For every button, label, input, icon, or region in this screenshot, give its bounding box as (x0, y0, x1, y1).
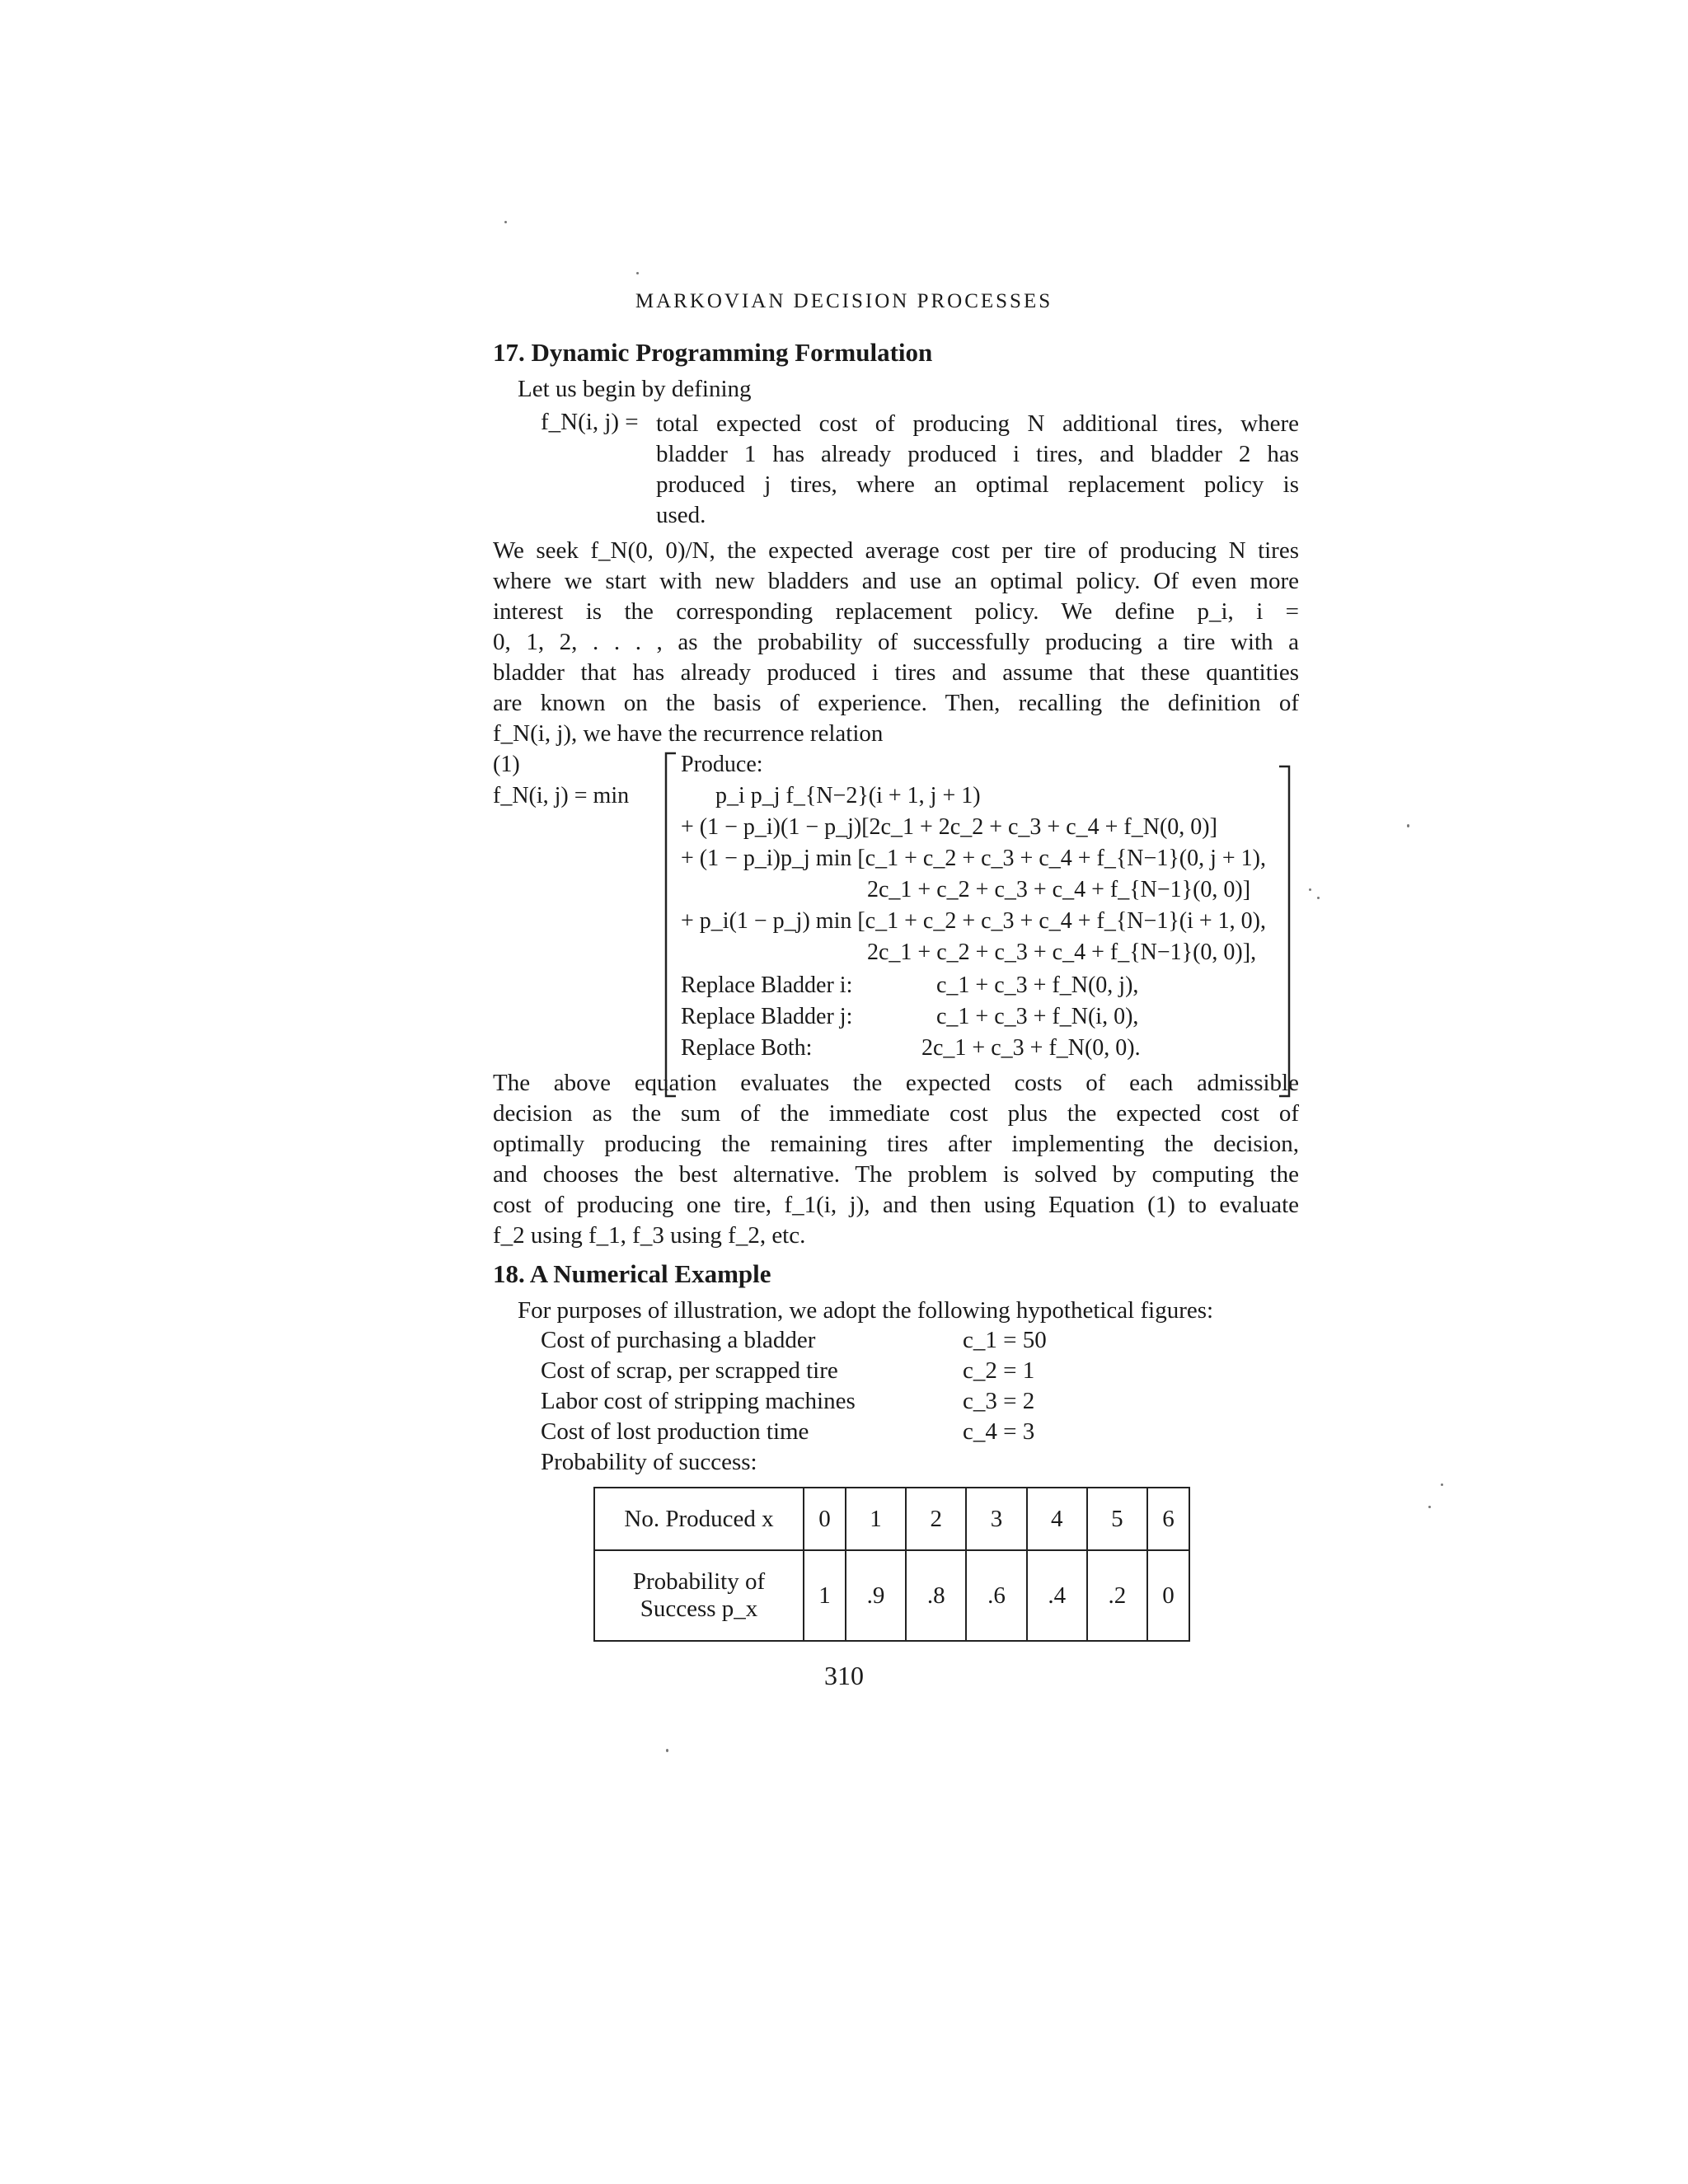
definition-line: total expected cost of producing N additional tires, where (656, 410, 1299, 437)
scan-speck (1407, 824, 1409, 827)
table-cell: 1 (846, 1488, 906, 1550)
scan-speck (666, 1749, 668, 1752)
scan-speck (1309, 888, 1311, 891)
definition-line: produced j tires, where an optimal replacement policy is (656, 471, 1299, 498)
table-cell: 1 (804, 1550, 846, 1641)
definition-text (656, 409, 1299, 531)
paragraph-line: interest is the corresponding replacement policy. We define p_i, i = (493, 598, 1299, 625)
paragraph-line: We seek f_N(0, 0)/N, the expected average cost per tire of producing N tires (493, 537, 1299, 564)
paragraph-line: bladder that has already produced i tires and assume that these quantities (493, 659, 1299, 686)
paragraph-line: f_2 using f_1, f_3 using f_2, etc. (493, 1222, 806, 1249)
cost-value: c_4 = 3 (963, 1418, 1035, 1445)
table-cell: .4 (1027, 1550, 1087, 1641)
paragraph-1 (493, 536, 1299, 749)
row-header (594, 1550, 804, 1641)
table-cell: 6 (1147, 1488, 1189, 1550)
row-header: No. Produced x (594, 1488, 804, 1550)
table-cell: .9 (846, 1550, 906, 1641)
table-row (594, 1488, 1189, 1550)
cost-label: Cost of purchasing a bladder (541, 1327, 816, 1353)
probability-label: Probability of success: (541, 1449, 757, 1475)
table-cell: 5 (1087, 1488, 1147, 1550)
probability-table (593, 1487, 1190, 1642)
replace-label: Replace Both: (681, 1035, 813, 1061)
running-header: MARKOVIAN DECISION PROCESSES (635, 290, 1053, 312)
definition-line: used. (656, 502, 706, 528)
cost-value: c_2 = 1 (963, 1357, 1035, 1384)
table-cell: 0 (804, 1488, 846, 1550)
equation-line: + (1 − p_i)p_j min [c_1 + c_2 + c_3 + c_4 + f_{N−1}(0, j + 1), (681, 846, 1266, 871)
equation-line: p_i p_j f_{N−2}(i + 1, j + 1) (715, 783, 981, 808)
paragraph-line: and chooses the best alternative. The problem is solved by computing the (493, 1161, 1299, 1188)
cost-label: Labor cost of stripping machines (541, 1388, 856, 1414)
row-header-line: Probability of (632, 1568, 766, 1595)
scan-speck (1428, 1506, 1431, 1508)
definition-line: bladder 1 has already produced i tires, and bladder 2 has (656, 441, 1299, 467)
table-cell: 3 (966, 1488, 1026, 1550)
scan-speck (1441, 1483, 1443, 1486)
cost-value: c_3 = 2 (963, 1388, 1035, 1414)
paragraph-line: optimally producing the remaining tires after implementing the decision, (493, 1131, 1299, 1157)
paragraph-line: cost of producing one tire, f_1(i, j), and then using Equation (1) to evaluate (493, 1192, 1299, 1218)
equation-line: 2c_1 + c_2 + c_3 + c_4 + f_{N−1}(0, 0)], (867, 940, 1257, 965)
right-bracket (1279, 766, 1289, 1096)
page-number: 310 (824, 1661, 864, 1690)
paragraph-line: where we start with new bladders and use an optimal policy. Of even more (493, 568, 1299, 594)
equation-line: + p_i(1 − p_j) min [c_1 + c_2 + c_3 + c_4 + f_{N−1}(i + 1, 0), (681, 908, 1266, 934)
definition-lhs: f_N(i, j) = (541, 409, 639, 435)
replace-expr: c_1 + c_3 + f_N(0, j), (936, 972, 1139, 998)
table-cell: 0 (1147, 1550, 1189, 1641)
table-cell: .6 (966, 1550, 1026, 1641)
section-18-intro: For purposes of illustration, we adopt the following hypothetical figures: (518, 1297, 1214, 1324)
scan-speck (504, 221, 507, 223)
section-17-intro: Let us begin by defining (518, 376, 752, 402)
cost-value: c_1 = 50 (963, 1327, 1047, 1353)
paragraph-2 (493, 1068, 1299, 1251)
replace-expr: c_1 + c_3 + f_N(i, 0), (936, 1004, 1139, 1029)
equation-line: + (1 − p_i)(1 − p_j)[2c_1 + 2c_2 + c_3 + c_4 + f_N(0, 0)] (681, 814, 1217, 840)
paragraph-line: decision as the sum of the immediate cost plus the expected cost of (493, 1100, 1299, 1127)
table-cell: 2 (906, 1488, 966, 1550)
produce-label: Produce: (681, 752, 763, 777)
left-bracket (666, 753, 676, 1096)
row-header-line: Success p_x (640, 1596, 758, 1622)
replace-expr: 2c_1 + c_3 + f_N(0, 0). (921, 1035, 1141, 1061)
scan-speck (636, 272, 639, 274)
equation-lhs: f_N(i, j) = min (493, 783, 630, 808)
table-cell: .8 (906, 1550, 966, 1641)
cost-label: Cost of scrap, per scrapped tire (541, 1357, 838, 1384)
cost-label: Cost of lost production time (541, 1418, 809, 1445)
paragraph-line: f_N(i, j), we have the recurrence relation (493, 720, 884, 747)
table-cell: .2 (1087, 1550, 1147, 1641)
section-17-title: 17. Dynamic Programming Formulation (493, 338, 933, 367)
scan-speck (1317, 897, 1320, 899)
equation-number: (1) (493, 752, 520, 777)
paragraph-line: 0, 1, 2, . . . , as the probability of successfully producing a tire with a (493, 629, 1299, 655)
table-row (594, 1550, 1189, 1641)
paragraph-line: are known on the basis of experience. Then, recalling the definition of (493, 690, 1299, 716)
paragraph-line: The above equation evaluates the expected costs of each admissible (493, 1070, 1299, 1096)
replace-label: Replace Bladder j: (681, 1004, 853, 1029)
section-18-title: 18. A Numerical Example (493, 1259, 771, 1288)
table-cell: 4 (1027, 1488, 1087, 1550)
equation-line: 2c_1 + c_2 + c_3 + c_4 + f_{N−1}(0, 0)] (867, 877, 1251, 902)
replace-label: Replace Bladder i: (681, 972, 853, 998)
